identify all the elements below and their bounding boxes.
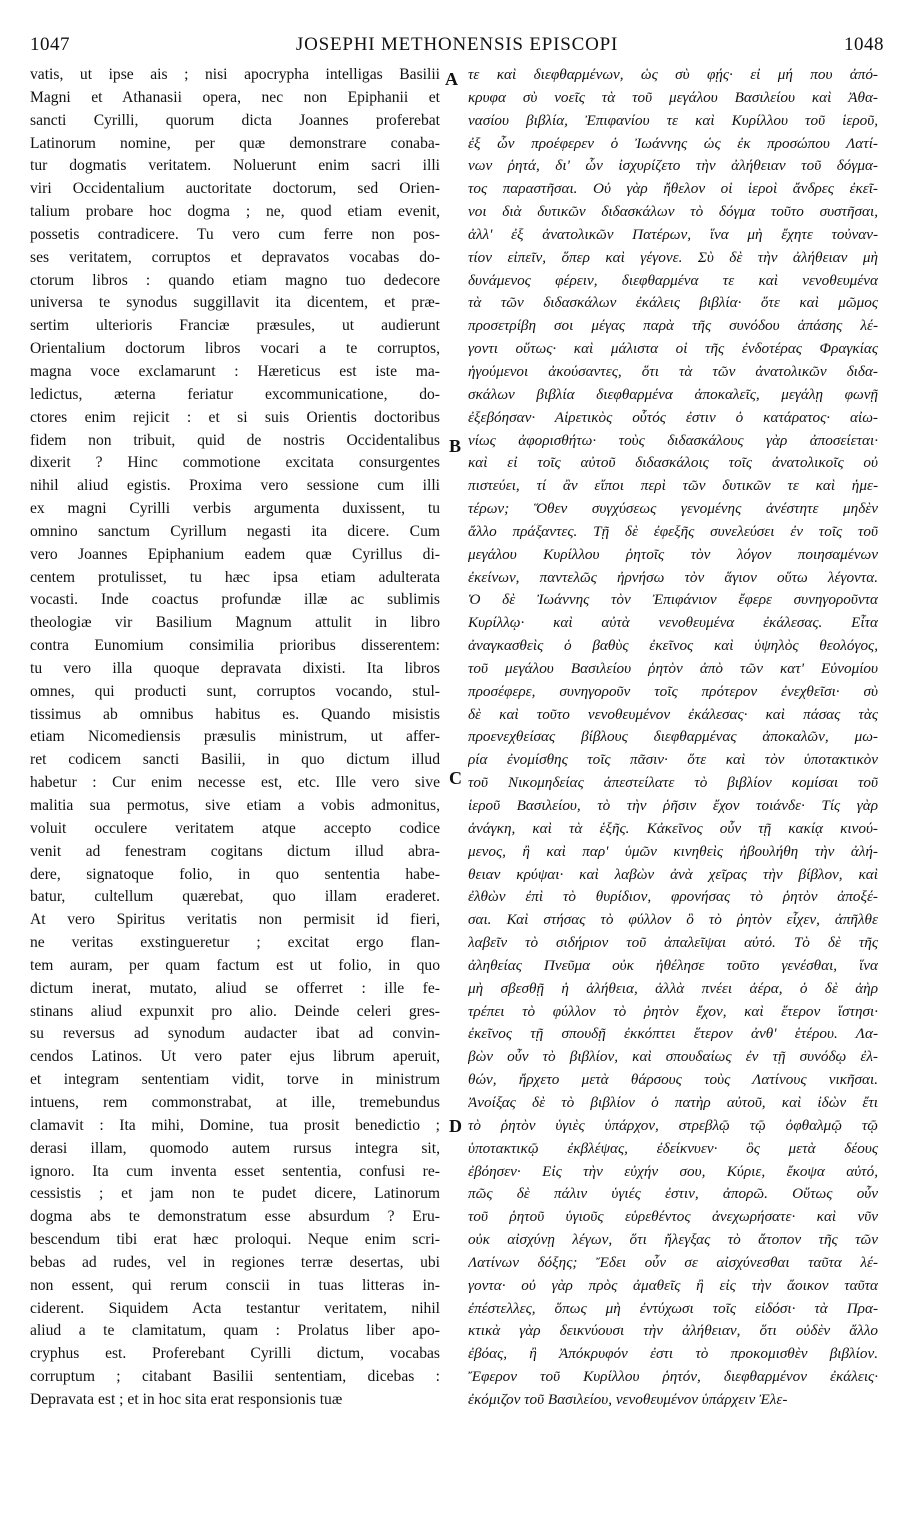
latin-text-line: tur dogmatis veritatem. Noluerunt enim sacri illi (30, 157, 440, 175)
greek-text-line: ἐκείνων, παντελῶς ἠρνήσω τὸν ἅγιον οὕτω λέγοντα. (468, 568, 878, 586)
running-title: JOSEPHI METHONENSIS EPISCOPI (295, 34, 619, 55)
greek-text-line: γοντι οὕτως· καὶ μάλιστα οἱ τῆς ἐνδοτέρας Φραγκίας (468, 340, 878, 358)
latin-text-line: et integram sententiam vidit, torve in ministrum (30, 1071, 440, 1089)
page-number-left: 1047 (30, 34, 70, 55)
latin-text-line: stinans aliud expunxit pro alio. Deinde celeri gres- (30, 1002, 440, 1020)
greek-text-line: δυνάμενος φέρειν, διεφθαρμένα τε καὶ νενοθευμένα (468, 271, 878, 289)
latin-text-line: cryphus est. Proferebant Cyrilli dictum, vocabas (30, 1345, 440, 1363)
greek-text-line: ἐκόμιζον τοῦ Βασιλείου, νενοθευμένον ὑπάρχειν Ἐλε- (468, 1390, 788, 1408)
latin-text-line: magna voce exclamarunt : Hæreticus est iste ma- (30, 362, 440, 380)
latin-text-line: malitia sua permotus, sive etiam a vobis admonitus, (30, 797, 440, 814)
latin-text-line: vatis, ut ipse ais ; nisi apocrypha intelligas Basilii (30, 66, 440, 83)
latin-text-line: non essent, qui rerum conscii in tuas litteras in- (30, 1276, 440, 1294)
latin-text-line: vocasti. Inde coactus profundæ illæ ac sublimis (30, 591, 440, 609)
latin-text-line: dere, signatoque folio, in quo sententia habe- (30, 865, 440, 883)
latin-text-line: aliud a te clamitatum, quam : Prolatus liber apo- (30, 1322, 440, 1340)
greek-text-line: δὲ καὶ τοῦτο νενοθευμένον ἐκάλεσας· καὶ πάσας τὰς (468, 705, 878, 723)
latin-text-line: batur, cultellum quærebat, quo illam eraderet. (30, 888, 440, 906)
greek-text-line: ἀνάγκη, καὶ τὰ ἑξῆς. Κἀκεῖνος οὖν τῇ κακίᾳ κινού- (468, 819, 878, 837)
greek-text-line: τὸ ῥητὸν ὑγιὲς ὑπάρχον, στρεβλῷ τῷ ὀφθαλμῷ τῷ (468, 1116, 878, 1134)
greek-text-line: μὴ σβεσθῇ ἡ ἀλήθεια, ἀλλὰ πνέει ἀέρα, ὁ δὲ ἀὴρ (468, 979, 878, 997)
section-marker-c: C (449, 768, 462, 788)
greek-text-line: ἱεροῦ Βασιλείου, τὸ τὴν ῥῆσιν ἔχον τοιάνδε· Τίς γὰρ (468, 797, 878, 814)
greek-text-line: τρέπει τὸ φύλλον τὸ ῥητὸν ἔχον, καὶ ἕτερον ἵστησι· (468, 1002, 878, 1020)
greek-text-line: λαβεῖν τὸ σιδήριον τοῦ ἀπαλεῖψαι αὐτό. Τὸ δὲ τῆς (468, 934, 878, 952)
latin-text-line: cessistis ; et jam non te pudet dicere, Latinorum (30, 1185, 440, 1203)
latin-text-line: Magni et Athanasii opera, nec non Epiphanii et (30, 88, 440, 106)
latin-text-line: ctorum libros : quando etiam magno tuo dedecore (30, 271, 440, 289)
greek-text-line: Ὁ δὲ Ἰωάννης τὸν Ἐπιφάνιον ἔφερε συνηγοροῦντα (468, 591, 878, 609)
greek-text-line: νοι διὰ δυτικῶν διδασκάλων τὸ δόγμα τοῦτο συστῆσαι, (468, 203, 878, 221)
latin-text-line: Depravata est ; et in hoc sita erat responsionis tuæ (30, 1390, 343, 1408)
page-header (30, 34, 884, 60)
latin-text-line: bebas ad rudes, vel in regiones terræ desertas, ubi (30, 1253, 440, 1271)
section-marker-d: D (449, 1116, 462, 1136)
latin-text-line: voluit occulere veritatem atque accepto codice (30, 819, 440, 837)
greek-text-line: ἀλλ' ἐξ ἀνατολικῶν Πατέρων, ἵνα μὴ ἔχητε τοὐναν- (468, 225, 878, 243)
greek-text-line: μενος, ἢ καὶ παρ' ὑμῶν κινηθεὶς ἠβουλήθη τὴν ἀλή- (468, 842, 878, 860)
latin-text-line: tu vero illa quoque depravata dixisti. Ita libros (30, 659, 440, 677)
latin-text-line: Latinorum nomine, per quæ demonstrare conaba- (30, 134, 440, 152)
latin-text-line: su reversus ad synodum audacter ibat ad convin- (30, 1025, 440, 1043)
greek-text-line: ἐλθὼν ἐπὶ τὸ θυρίδιον, φρονήσας τὸ ῥητὸν ἀποξέ- (468, 888, 878, 906)
latin-text-line: ses veritatem, corruptos et depravatos vocabas do- (30, 248, 440, 266)
section-marker-b: B (449, 436, 462, 456)
greek-text-line: ἐβόας, ἢ Ἀπόκρυφόν ἐστι τὸ προκομισθὲν βιβλίον. (468, 1345, 878, 1363)
latin-text-line: contra Eunomium consimilia prioribus disserentem: (30, 637, 440, 655)
greek-text-line: ἐπέστελλες, ὅπως μὴ ἐντύχωσι τοῖς εἰδόσι· τὰ Πρα- (468, 1299, 878, 1317)
greek-text-line: σκάλων βιβλία διεφθαρμένα ἀποκαλεῖς, μεγάλῃ φωνῇ (468, 385, 878, 403)
latin-text-line: venit ad fenestram cogitans dictum illud abra- (30, 842, 440, 860)
latin-text-line: vero Joannes Epiphanium eadem quæ Cyrillus di- (30, 545, 440, 563)
greek-text-line: κτικὰ γὰρ δεικνύουσι τὴν ἀλήθειαν, ὅτι οὐδὲν ἄλλο (468, 1322, 878, 1340)
greek-text-line: ἐκεῖνος τῇ σπουδῇ ἐκκόπτει ἕτερον ἀνθ' ἑτέρου. Λα- (468, 1025, 878, 1043)
latin-text-line: etiam Nicomediensis præsulis ministrum, ut affer- (30, 728, 440, 746)
greek-text-line: προσετρίβη σοι μέγας παρὰ τῆς συνόδου ἁπάσης λέ- (468, 317, 878, 335)
greek-text-line: οὐκ αἰσχύνῃ λέγων, ὅτι ἤλεγξας τὸ ἄτοπον τῆς τῶν (468, 1231, 878, 1249)
greek-text-line: πιστεύει, τί ἂν εἴποι περὶ τῶν δυτικῶν τε καὶ ἡμε- (468, 477, 878, 495)
latin-text-line: ciderent. Siquidem Acta testantur veritatem, nihil (30, 1299, 440, 1317)
latin-text-line: clamavit : Ita mihi, Domine, tua prosit benedictio ; (30, 1116, 440, 1134)
greek-text-line: τὰ τῶν διδασκάλων ἐκάλεις βιβλία· ὅτε καὶ μῶμος (468, 294, 878, 312)
latin-text-line: corruptum ; citabant Basilii sententiam, dicebas : (30, 1368, 440, 1386)
greek-text-line: ἄλλο πράξαντες. Τῇ δὲ ἐφεξῆς συνελεύσει ἐν τοῖς τοῦ (468, 522, 878, 540)
greek-text-line: μεγάλου Κυρίλλου ῥητοῖς τὸν λόγον ποιησαμένων (468, 545, 878, 563)
greek-text-line: ἐξ ὧν προέφερεν ὁ Ἰωάννης ὡς ἐκ προσώπου Λατί- (468, 134, 878, 152)
greek-text-line: ρία ἐνομίσθης τοῖς πᾶσιν· ὅτε καὶ τὸν ὑποτακτικὸν (468, 751, 878, 769)
greek-text-line: καὶ εἰ τοῖς αὐτοῦ διδασκάλοις τοῖς ἀνατολικοῖς οὐ (468, 454, 878, 472)
greek-text-line: τέρων; Ὅθεν συγχύσεως γενομένης ἀνέστητε μηδὲν (468, 500, 878, 518)
greek-text-line: σαι. Καὶ στήσας τὸ φύλλον ὃ τὸ ῥητὸν εἶχεν, ἀπῆλθε (468, 911, 878, 929)
latin-text-line: ret codicem sancti Basilii, in quo dictum illud (30, 751, 440, 769)
greek-text-line: τος παραστῆσαι. Οὐ γὰρ ἤθελον οἱ ἱεροὶ ἄνδρες ἐκεῖ- (468, 180, 878, 198)
greek-text-line: βὼν οὖν τὸ βιβλίον, καὶ σπουδαίως ἐν τῇ συνόδῳ ἐλ- (468, 1048, 878, 1066)
latin-text-line: sertim ulterioris Franciæ præsules, ut audierunt (30, 317, 440, 335)
latin-text-line: At vero Spiritus veritatis non permisit id fieri, (30, 911, 440, 929)
greek-text-line: τε καὶ διεφθαρμένων, ὡς σὺ φῄς· εἰ μή που ἀπό- (468, 66, 878, 83)
greek-text-line: ἐβόησεν· Εἰς τὴν εὐχήν σου, Κύριε, ἔκοψα αὐτό, (468, 1162, 878, 1180)
latin-text-line: fidem non tribuit, quid de nostris Occidentalibus (30, 431, 440, 449)
latin-text-line: intuens, rem commonstrabat, at ille, tremebundus (30, 1093, 440, 1111)
greek-text-line: νασίου βιβλία, Ἐπιφανίου τε καὶ Κυρίλλου τοῦ ἱεροῦ, (468, 111, 878, 129)
greek-text-line: ἡγούμενοι ἀκούσαντες, ὅτι τὰ τῶν ἀνατολικῶν διδα- (468, 362, 878, 380)
latin-text-line: talium probare hoc dogma ; ne, quod etiam evenit, (30, 203, 440, 221)
latin-text-line: theologiæ vir Basilium Magnum attulit in libro (30, 614, 440, 632)
latin-text-line: omnes, qui producti sunt, corruptos vocando, stul- (30, 682, 440, 700)
greek-text-line: γοντα· οὐ γὰρ πρὸς ἀμαθεῖς ἢ εἰς τὴν ἄοικον ταῦτα (468, 1276, 878, 1294)
latin-text-line: dogma abs te demonstratum esse absurdum ? Eru- (30, 1208, 440, 1226)
greek-text-line: τοῦ ῥητοῦ ὑγιοῦς εὑρεθέντος ἀνεχωρήσατε· καὶ νῦν (468, 1208, 878, 1226)
latin-text-line: ctores enim rejicit : et si suis Orientis doctoribus (30, 408, 440, 426)
latin-text-line: bescendum tibi erat hæc proloqui. Neque enim scri- (30, 1231, 440, 1249)
greek-text-line: προενεχθείσας βίβλους διεφθαρμένας ἀποκαλῶν, μω- (468, 728, 878, 746)
greek-text-line: ὑποτακτικῷ ἐκβλέψας, ἐδείκνυεν· ὃς μετὰ δέους (468, 1139, 878, 1157)
latin-text-line: omnino sanctum Cyrillum negasti ita dicere. Cum (30, 522, 440, 540)
greek-text-line: τοῦ μεγάλου Βασιλείου ῥητὸν ἀπὸ τῶν κατ' Εὐνομίου (468, 659, 878, 677)
latin-text-line: tissimus ab omnibus habitus es. Quando misistis (30, 705, 440, 723)
greek-text-line: ἐξεβόησαν· Αἱρετικὸς οὗτός ἐστιν ὁ κατάρατος· αἰω- (468, 408, 878, 426)
greek-text-line: Ἔφερον τοῦ Κυρίλλου ῥητόν, διεφθαρμένον ἐκάλεις· (468, 1368, 878, 1386)
latin-text-line: possetis contradicere. Tu vero cum ferre non pos- (30, 225, 440, 243)
latin-text-line: derasi illam, quomodo autem rursus integra sit, (30, 1139, 440, 1157)
latin-text-line: dixerit ? Hinc commotione excitata consurgentes (30, 454, 440, 472)
latin-text-line: ne veritas exstingueretur ; excitat ergo flan- (30, 934, 440, 952)
greek-text-line: Ἀνοίξας δὲ τὸ βιβλίον ὁ πατὴρ αὐτοῦ, καὶ ἰδὼν ἔτι (468, 1093, 878, 1111)
latin-text-line: sancti Cyrilli, quorum dicta Joannes proferebat (30, 111, 440, 129)
greek-text-line: νίως ἀφορισθήτω· τοὺς διδασκάλους γὰρ ἀποσείεται· (468, 431, 878, 449)
greek-text-line: κρυφα σὺ νοεῖς τὰ τοῦ μεγάλου Βασιλείου καὶ Ἀθα- (468, 88, 878, 106)
greek-text-line: θειαν κρύψαι· καὶ λαβὼν ἀνὰ χεῖρας τὴν βίβλον, καὶ (468, 865, 878, 883)
greek-text-line: πῶς δὲ πάλιν ὑγιές ἐστιν, ἀπορῶ. Οὕτως οὖν (468, 1185, 878, 1203)
greek-text-line: ἀληθείας Πνεῦμα οὐκ ἠθέλησε τοῦτο γενέσθαι, ἵνα (468, 956, 878, 974)
greek-text-line: Λατίνων δόξης; Ἔδει οὖν σε αἰσχύνεσθαι ταῦτα λέ- (468, 1253, 878, 1271)
page-number-right: 1048 (844, 34, 884, 55)
latin-text-line: ignoro. Ita cum inventa esset sententia, confusi re- (30, 1162, 440, 1180)
latin-text-line: universa te synodus suggillavit ita dicentem, et præ- (30, 294, 440, 312)
latin-text-line: Orientalium doctorum libros vocari a te corruptos, (30, 340, 440, 358)
latin-text-line: ledictus, æterna feriatur excommunicatione, do- (30, 385, 440, 403)
latin-column (30, 64, 440, 1412)
greek-column (468, 64, 878, 1412)
greek-text-line: τοῦ Νικομηδείας ἀπεστείλατε τὸ βιβλίον κομίσαι τοῦ (468, 774, 878, 792)
latin-text-line: centem protulisset, tu hæc ipsa etiam adulterata (30, 568, 440, 586)
greek-text-line: ἀναγκασθεὶς ὁ βαθὺς ἐκεῖνος καὶ ὑψηλὸς θεολόγος, (468, 637, 878, 655)
greek-text-line: Κυρίλλῳ· καὶ αὐτὰ νενοθευμένα ἐκάλεσας. Εἶτα (468, 614, 878, 632)
latin-text-line: ex magni Cyrilli verbis argumenta duxissent, tu (30, 500, 440, 518)
greek-text-line: νων ῥητά, δι' ὧν ἰσχυρίζετο τὴν ἀλήθειαν τοῦ δόγμα- (468, 157, 878, 175)
latin-text-line: cendos Latinos. Ut vero pater ejus librum aperuit, (30, 1048, 440, 1066)
greek-text-line: τίον εἰπεῖν, ὅπερ καὶ γέγονε. Σὺ δὲ τὴν ἀλήθειαν μὴ (468, 248, 878, 266)
latin-text-line: dictum inerat, mutato, aliud se offerret : ille fe- (30, 979, 440, 997)
greek-text-line: προσέφερε, συνηγοροῦν τοῖς πρότερον ἐνεχθεῖσι· σὺ (468, 682, 878, 700)
latin-text-line: tem auram, per quam factum est ut folio, in quo (30, 956, 440, 974)
latin-text-line: viri Occidentalium auctoritate doctorum, sed Orien- (30, 180, 440, 198)
latin-text-line: nihil aliud egistis. Proxima vero sessione cum illi (30, 477, 440, 495)
latin-text-line: habetur : Cur enim necesse est, etc. Ille vero sive (30, 774, 440, 792)
section-marker-a: A (445, 69, 458, 89)
greek-text-line: θών, ἤρχετο μετὰ θάρσους τοὺς Λατίνους νικῆσαι. (468, 1071, 878, 1089)
